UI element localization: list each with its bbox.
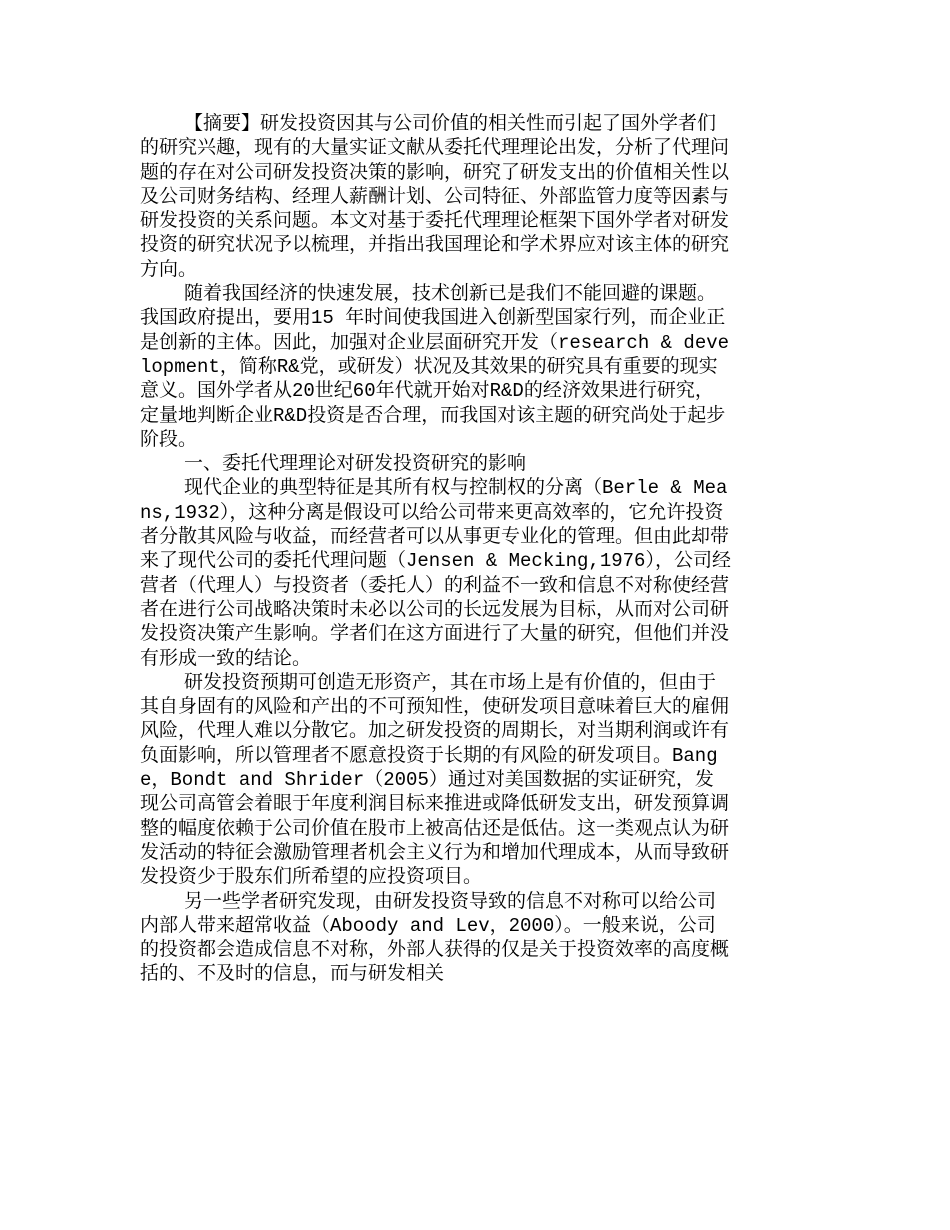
section-heading: 一、委托代理理论对研发投资研究的影响 (184, 453, 527, 476)
body-paragraph: 现代企业的典型特征是其所有权与控制权的分离（Berle & Means,1932），这种分离是假设可以给公司带来更高效率的，它允许投资者分散其风险与收益，而经营者可以从事更专业化的管理。但由此却带来了现代公司的委托代理问题（Jensen & Mecking,1976），公司经营者（代理人）与投资者（委托人）的利益不一致和信息不对称使经营者在进行公司战略决策时未必以公司的长远发展为目标，从而对公司研发投资决策产生影响。学者们在这方面进行了大量的研究，但他们并没有形成一致的结论。 (140, 477, 731, 670)
body-paragraph: 研发投资预期可创造无形资产，其在市场上是有价值的，但由于其自身固有的风险和产出的不可预知性，使研发项目意味着巨大的雇佣风险，代理人难以分散它。加之研发投资的周期长，对当期利润或许有负面影响，所以管理者不愿意投资于长期的有风险的研发项目。Bange，Bondt and Shrider（2005）通过对美国数据的实证研究，发现公司高管会着眼于年度利润目标来推进或降低研发支出，研发预算调整的幅度依赖于公司价值在股市上被高估还是低估。这一类观点认为研发活动的特征会激励管理者机会主义行为和增加代理成本，从而导致研发投资少于股东们所希望的应投资项目。 (140, 671, 730, 889)
document-page (140, 112, 732, 987)
body-paragraph: 另一些学者研究发现，由研发投资导致的信息不对称可以给公司内部人带来超常收益（Aboody and Lev，2000）。一般来说，公司的投资都会造成信息不对称，外部人获得的仅是关于投资效率的高度概括的、不及时的信息，而与研发相关 (140, 890, 730, 986)
abstract-paragraph: 【摘要】研发投资因其与公司价值的相关性而引起了国外学者们的研究兴趣，现有的大量实证文献从委托代理理论出发，分析了代理问题的存在对公司研发投资决策的影响，研究了研发支出的价值相关性以及公司财务结构、经理人薪酬计划、公司特征、外部监管力度等因素与研发投资的关系问题。本文对基于委托代理理论框架下国外学者对研发投资的研究状况予以梳理，并指出我国理论和学术界应对该主体的研究方向。 (140, 113, 730, 281)
intro-paragraph: 随着我国经济的快速发展，技术创新已是我们不能回避的课题。我国政府提出，要用15 年时间使我国进入创新型国家行列，而企业正是创新的主体。因此，加强对企业层面研究开发（research & development，简称R&党，或研发）状况及其效果的研究具有重要的现实意义。国外学者从20世纪60年代就开始对R&D的经济效果进行研究，定量地判断企业R&D投资是否合理，而我国对该主题的研究尚处于起步阶段。 (140, 283, 730, 451)
